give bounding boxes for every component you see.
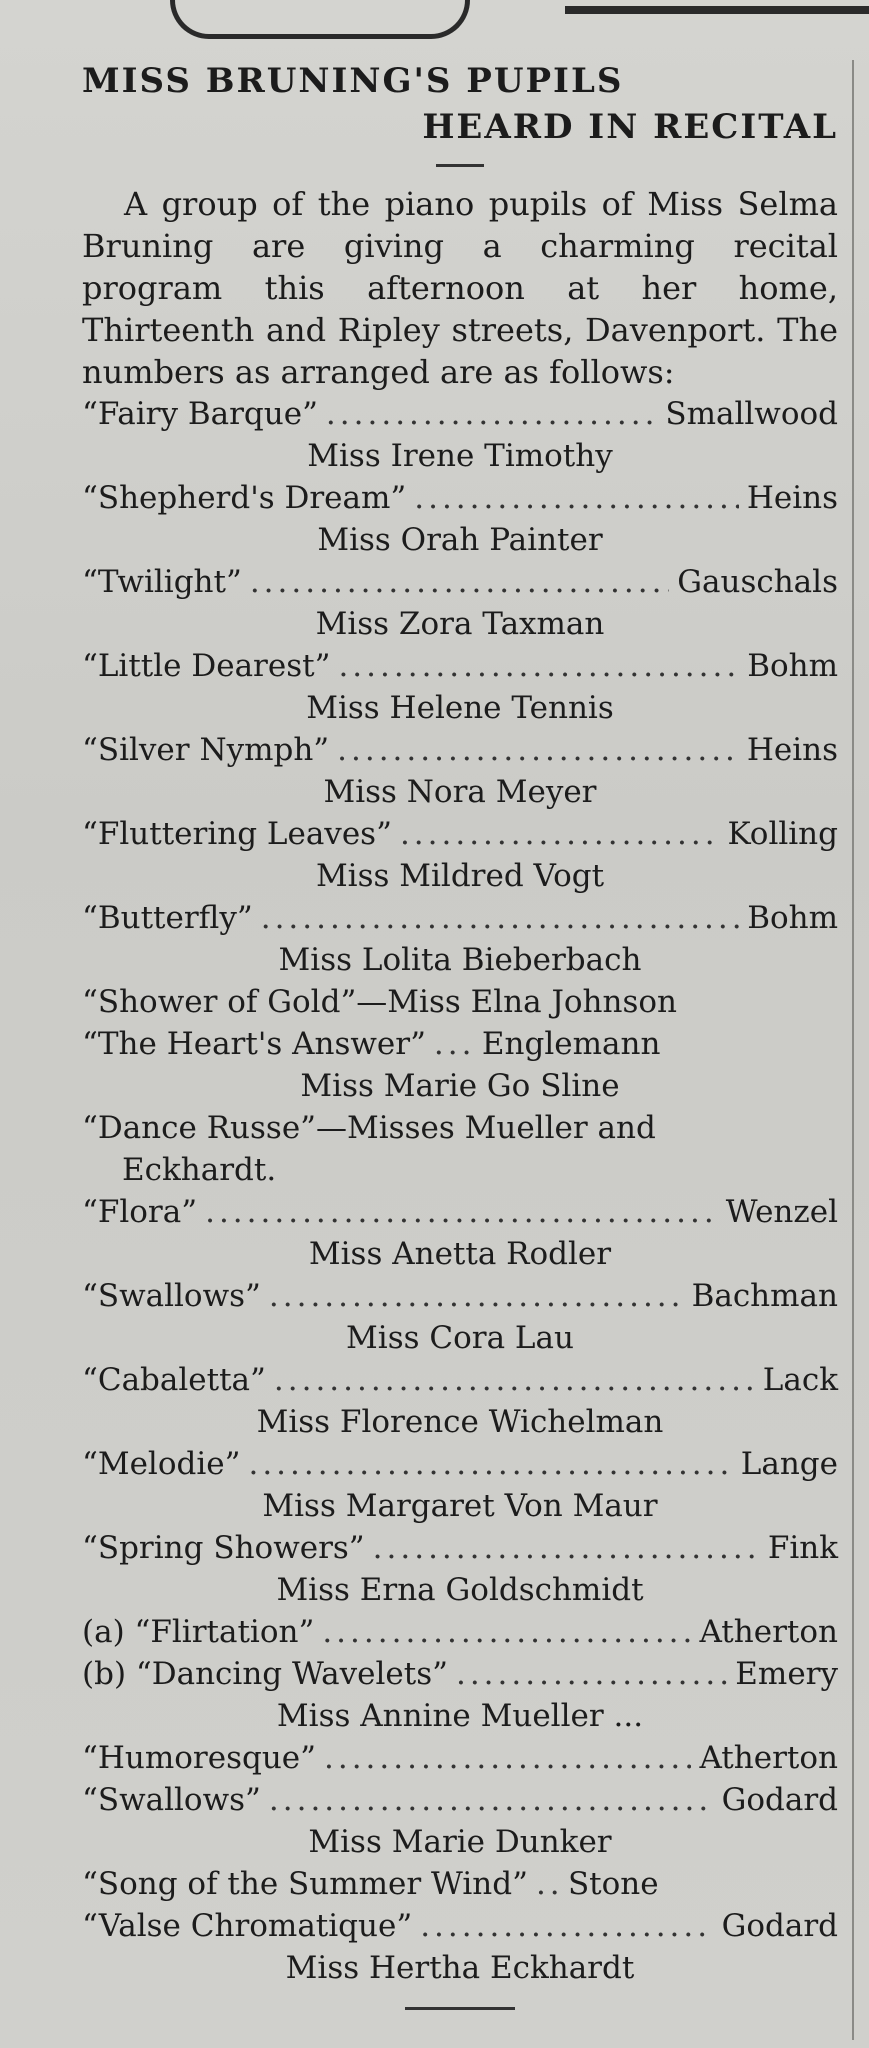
performer: Miss Erna Goldschmidt xyxy=(276,1572,644,1608)
piece-title: (a) “Flirtation” xyxy=(82,1614,315,1650)
piece-title: “Shepherd's Dream” xyxy=(82,480,407,516)
composer: Stone xyxy=(567,1866,659,1902)
piece-title: “Fluttering Leaves” xyxy=(82,816,392,852)
performer: Miss Marie Dunker xyxy=(308,1824,612,1860)
program-item xyxy=(82,1023,838,1065)
composer: Wenzel xyxy=(725,1194,838,1230)
performer: Miss Annine Mueller ... xyxy=(276,1698,644,1734)
piece-title: “Song of the Summer Wind” xyxy=(82,1866,528,1902)
headline-divider xyxy=(436,164,484,167)
program-item xyxy=(82,1527,838,1569)
leader-dots xyxy=(248,1443,732,1485)
column-rule xyxy=(852,60,854,2040)
piece-title: (b) “Dancing Wavelets” xyxy=(82,1656,448,1692)
top-rule xyxy=(565,6,869,14)
composer: Atherton xyxy=(699,1614,838,1650)
piece-title: “Swallows” xyxy=(82,1782,261,1818)
leader-dots xyxy=(414,477,739,519)
leader-dots xyxy=(274,1359,755,1401)
piece-title: “Spring Showers” xyxy=(82,1530,365,1566)
program-item xyxy=(82,813,838,855)
leader-dots xyxy=(420,1905,713,1947)
piece-title: “Flora” xyxy=(82,1194,198,1230)
program-item xyxy=(82,897,838,939)
leader-dots xyxy=(261,897,739,939)
end-rule xyxy=(405,2007,515,2010)
intro-paragraph: A group of the piano pupils of Miss Selma Bruning are giving a charming recital program this afternoon at her home, Thirteenth and Ripley streets, Davenport. The numbers as arranged are as follows: xyxy=(82,185,838,391)
composer: Fink xyxy=(767,1530,838,1566)
performer: Miss Lolita Bieberbach xyxy=(278,942,642,978)
program-item xyxy=(82,1275,838,1317)
performer: Miss Margaret Von Maur xyxy=(262,1488,658,1524)
composer: Lack xyxy=(762,1362,838,1398)
leader-dots xyxy=(434,1023,474,1065)
composer: Bohm xyxy=(747,900,838,936)
headline xyxy=(82,58,838,150)
headline-line-2: HEARD IN RECITAL xyxy=(422,107,838,147)
composer: Godard xyxy=(721,1782,838,1818)
performer: Miss Marie Go Sline xyxy=(300,1068,620,1104)
performer: Miss Helene Tennis xyxy=(306,690,614,726)
program-item xyxy=(82,477,838,519)
piece-title: “Little Dearest” xyxy=(82,648,331,684)
composer: Bohm xyxy=(747,648,838,684)
performer: Miss Zora Taxman xyxy=(315,606,605,642)
performer: Miss Anetta Rodler xyxy=(308,1236,612,1272)
composer: Kolling xyxy=(727,816,838,852)
piece-title: “The Heart's Answer” xyxy=(82,1026,426,1062)
leader-dots xyxy=(456,1653,727,1695)
program-item xyxy=(82,1191,838,1233)
article xyxy=(82,58,838,2010)
composer: Atherton xyxy=(699,1740,838,1776)
program-item xyxy=(82,1653,838,1695)
leader-dots xyxy=(373,1527,760,1569)
composer: Englemann xyxy=(481,1026,661,1062)
program-item xyxy=(82,1611,838,1653)
performer: Miss Nora Meyer xyxy=(323,774,597,810)
performer: Miss Cora Lau xyxy=(346,1320,574,1356)
piece-title: “Silver Nymph” xyxy=(82,732,330,768)
piece-title: “Cabaletta” xyxy=(82,1362,266,1398)
piece-title: “Swallows” xyxy=(82,1278,261,1314)
masthead-ornament xyxy=(170,0,470,39)
piece-title: “Twilight” xyxy=(82,564,242,600)
leader-dots xyxy=(269,1275,684,1317)
program-item-continuation: Eckhardt. xyxy=(122,1152,277,1188)
headline-line-1: MISS BRUNING'S PUPILS xyxy=(82,61,624,101)
program-item xyxy=(82,561,838,603)
program-item xyxy=(82,729,838,771)
composer: Heins xyxy=(746,480,838,516)
leader-dots xyxy=(337,729,739,771)
composer: Bachman xyxy=(691,1278,838,1314)
program-list xyxy=(82,393,838,1989)
performer: Miss Irene Timothy xyxy=(307,438,613,474)
leader-dots xyxy=(338,645,739,687)
leader-dots xyxy=(324,1737,691,1779)
performer: Miss Mildred Vogt xyxy=(315,858,605,894)
performer: Miss Orah Painter xyxy=(317,522,603,558)
program-item xyxy=(82,1443,838,1485)
program-item-inline: “Shower of Gold”—Miss Elna Johnson xyxy=(82,984,678,1020)
program-item xyxy=(82,1863,838,1905)
composer: Emery xyxy=(735,1656,838,1692)
performer: Miss Florence Wichelman xyxy=(256,1404,664,1440)
program-item xyxy=(82,393,838,435)
composer: Gauschals xyxy=(677,564,838,600)
program-item xyxy=(82,1359,838,1401)
leader-dots xyxy=(400,813,720,855)
leader-dots xyxy=(205,1191,718,1233)
composer: Godard xyxy=(721,1908,838,1944)
piece-title: “Valse Chromatique” xyxy=(82,1908,413,1944)
composer: Lange xyxy=(740,1446,838,1482)
performer: Miss Hertha Eckhardt xyxy=(285,1950,635,1986)
program-item xyxy=(82,1905,838,1947)
piece-title: “Melodie” xyxy=(82,1446,241,1482)
composer: Smallwood xyxy=(665,396,838,432)
leader-dots xyxy=(536,1863,560,1905)
program-item xyxy=(82,645,838,687)
program-item xyxy=(82,1737,838,1779)
piece-title: “Butterfly” xyxy=(82,900,253,936)
piece-title: “Humoresque” xyxy=(82,1740,316,1776)
leader-dots xyxy=(250,561,669,603)
leader-dots xyxy=(269,1779,714,1821)
leader-dots xyxy=(326,393,657,435)
leader-dots xyxy=(322,1611,691,1653)
program-item-inline: “Dance Russe”—Misses Mueller and xyxy=(82,1110,656,1146)
piece-title: “Fairy Barque” xyxy=(82,396,318,432)
composer: Heins xyxy=(746,732,838,768)
program-item xyxy=(82,1779,838,1821)
